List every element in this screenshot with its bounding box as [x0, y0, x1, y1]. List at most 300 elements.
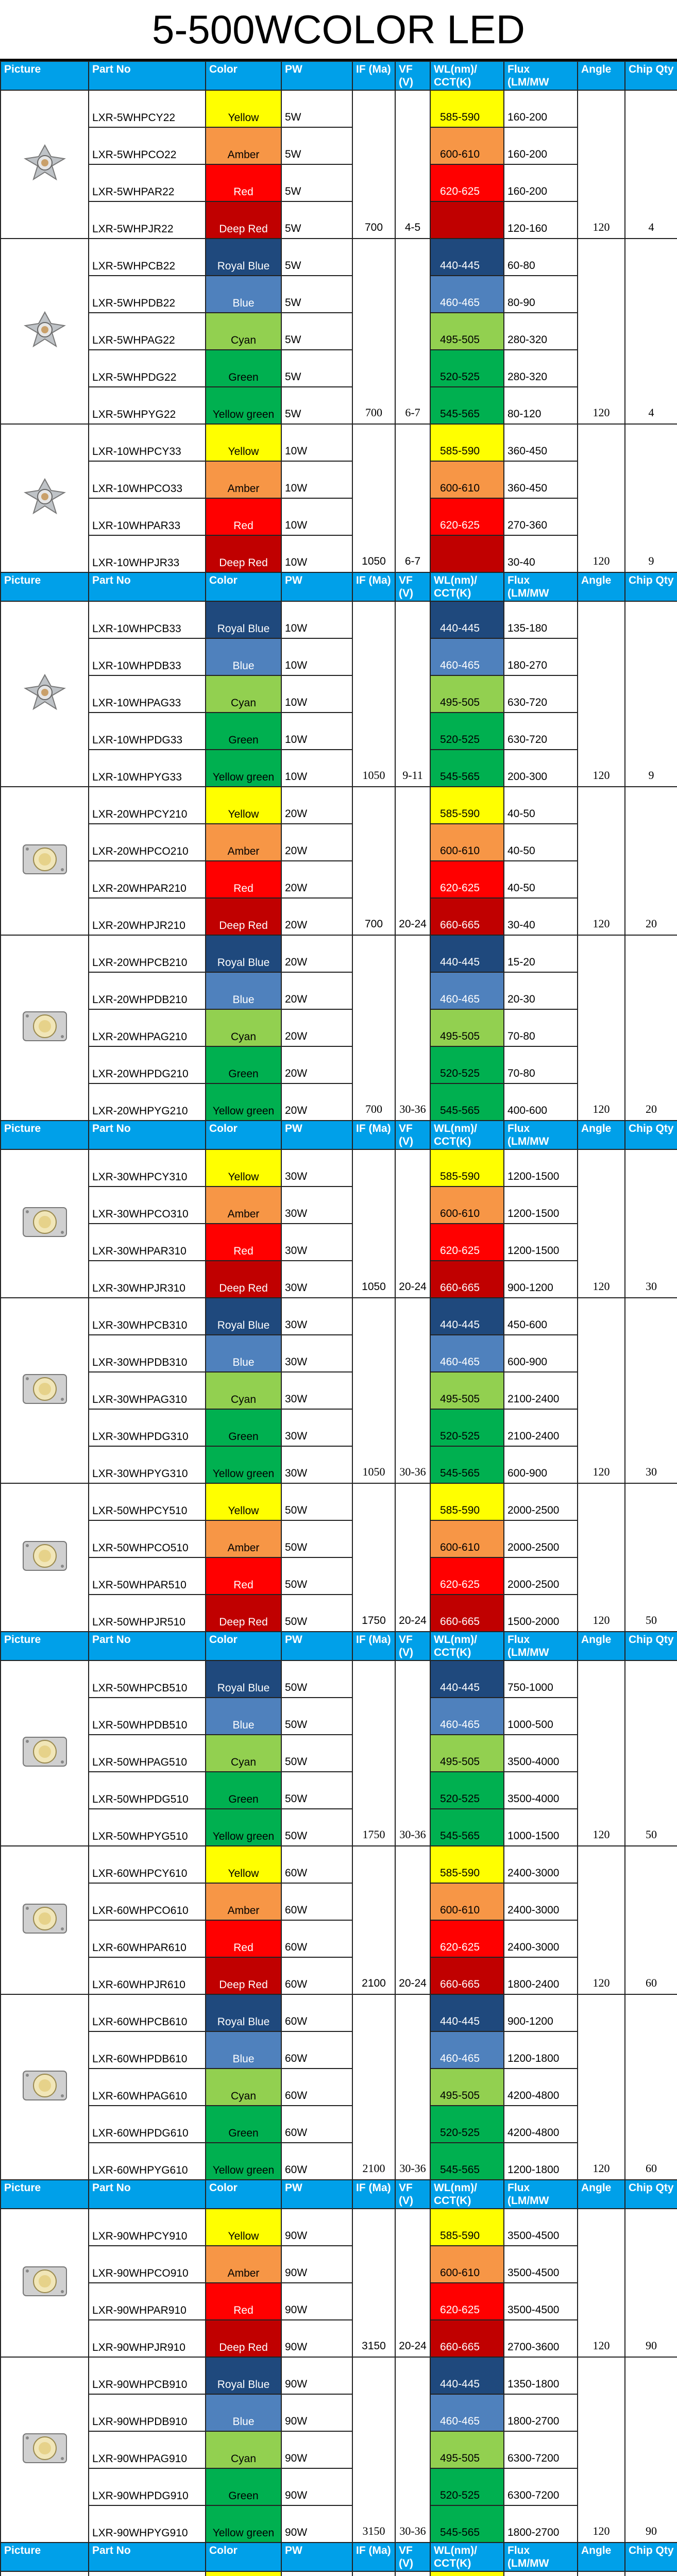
flux-cell: 3500-4500 [504, 2209, 578, 2246]
picture-cell [1, 1149, 89, 1298]
power-cell: 60W [281, 1994, 352, 2031]
header-flux: Flux (LM/MW [504, 2180, 578, 2209]
vf-v-cell [395, 2571, 430, 2576]
flux-cell: 270-360 [504, 498, 578, 535]
part-number: LXR-5WHPDG22 [89, 350, 206, 387]
part-number: LXR-30WHPJR310 [89, 1261, 206, 1298]
angle-cell: 120 [578, 935, 625, 1121]
table-row [1, 1660, 677, 1698]
color-cell [206, 2571, 281, 2576]
table-row [1, 638, 677, 675]
header-color: Color [206, 1632, 281, 1660]
wavelength-cell [430, 535, 504, 572]
color-cell: Deep Red [206, 201, 281, 239]
header-wl: WL(nm)/ CCT(K) [430, 2180, 504, 2209]
flux-cell: 2700-3600 [504, 2320, 578, 2357]
header-part-no: Part No [89, 2543, 206, 2571]
header-color: Color [206, 1121, 281, 1149]
power-cell: 90W [281, 2320, 352, 2357]
part-number: LXR-60WHPAR610 [89, 1920, 206, 1957]
color-cell: Green [206, 2468, 281, 2505]
table-row [1, 935, 677, 972]
if-ma-cell: 2100 [352, 1994, 395, 2180]
part-number: LXR-90WHPYG910 [89, 2505, 206, 2543]
part-number: LXR-30WHPCO310 [89, 1187, 206, 1224]
color-cell: Blue [206, 2031, 281, 2069]
header-flux: Flux (LM/MW [504, 1632, 578, 1660]
wavelength-cell: 620-625 [430, 2283, 504, 2320]
flux-cell: 2400-3000 [504, 1846, 578, 1883]
table-row [1, 461, 677, 498]
header-wl: WL(nm)/ CCT(K) [430, 1632, 504, 1660]
color-cell: Amber [206, 1520, 281, 1557]
power-cell: 90W [281, 2246, 352, 2283]
chip-qty-cell: 30 [625, 1298, 677, 1483]
header-chip-qty: Chip Qty [625, 2180, 677, 2209]
part-number: LXR-30WHPAG310 [89, 1372, 206, 1409]
picture-cell [1, 787, 89, 935]
table-row [1, 2106, 677, 2143]
angle-cell: 120 [578, 2357, 625, 2543]
color-cell: Red [206, 1920, 281, 1957]
color-cell: Red [206, 2283, 281, 2320]
wavelength-cell: 495-505 [430, 313, 504, 350]
color-cell: Deep Red [206, 898, 281, 935]
wavelength-cell: 660-665 [430, 1595, 504, 1632]
header-chip-qty: Chip Qty [625, 2543, 677, 2571]
wavelength-cell: 520-525 [430, 2106, 504, 2143]
color-cell: Yellow green [206, 387, 281, 424]
header-picture: Picture [1, 1632, 89, 1660]
color-cell: Yellow [206, 2209, 281, 2246]
wavelength-cell: 495-505 [430, 1735, 504, 1772]
wavelength-cell: 520-525 [430, 1046, 504, 1083]
header-part-no: Part No [89, 1121, 206, 1149]
angle-cell: 120 [578, 239, 625, 424]
color-cell: Amber [206, 127, 281, 164]
power-cell: 50W [281, 1520, 352, 1557]
color-cell: Deep Red [206, 1595, 281, 1632]
wavelength-cell: 520-525 [430, 1409, 504, 1446]
flux-cell: 1800-2400 [504, 1957, 578, 1994]
flux-cell: 280-320 [504, 313, 578, 350]
table-row [1, 1372, 677, 1409]
part-number: LXR-30WHPDB310 [89, 1335, 206, 1372]
color-cell: Deep Red [206, 1957, 281, 1994]
picture-cell [1, 239, 89, 424]
color-cell: Cyan [206, 1372, 281, 1409]
table-row [1, 1883, 677, 1920]
table-row [1, 1698, 677, 1735]
vf-v-cell: 4-5 [395, 90, 430, 239]
part-number: LXR-5WHPJR22 [89, 201, 206, 239]
flux-cell: 3500-4000 [504, 1735, 578, 1772]
table-row [1, 1009, 677, 1046]
flux-cell: 630-720 [504, 675, 578, 713]
picture-cell [1, 935, 89, 1121]
flux-cell: 15-20 [504, 935, 578, 972]
power-cell: 50W [281, 1735, 352, 1772]
table-row [1, 2209, 677, 2246]
power-cell: 90W [281, 2357, 352, 2394]
header-pw: PW [281, 2543, 352, 2571]
table-row [1, 1083, 677, 1121]
wavelength-cell: 600-610 [430, 127, 504, 164]
flux-cell: 2400-3000 [504, 1883, 578, 1920]
chip-qty-cell: 9 [625, 601, 677, 787]
header-row [1, 2180, 677, 2209]
power-cell: 60W [281, 2106, 352, 2143]
flux-cell: 630-720 [504, 713, 578, 750]
part-number: LXR-90WHPCB910 [89, 2357, 206, 2394]
header-angle: Angle [578, 572, 625, 601]
picture-cell [1, 1994, 89, 2180]
header-wl: WL(nm)/ CCT(K) [430, 572, 504, 601]
flux-cell: 360-450 [504, 424, 578, 461]
header-row [1, 61, 677, 90]
power-cell: 30W [281, 1409, 352, 1446]
part-number: LXR-50WHPAR510 [89, 1557, 206, 1595]
table-row [1, 2283, 677, 2320]
chip-qty-cell: 50 [625, 1660, 677, 1846]
if-ma-cell: 700 [352, 239, 395, 424]
power-cell: 20W [281, 787, 352, 824]
part-number: LXR-20WHPDG210 [89, 1046, 206, 1083]
table-row [1, 1187, 677, 1224]
angle-cell: 120 [578, 1660, 625, 1846]
angle-cell: 120 [578, 90, 625, 239]
table-row [1, 1046, 677, 1083]
color-cell: Deep Red [206, 2320, 281, 2357]
power-cell: 30W [281, 1261, 352, 1298]
color-cell: Blue [206, 1335, 281, 1372]
picture-cell [1, 1298, 89, 1483]
table-row [1, 350, 677, 387]
wavelength-cell: 440-445 [430, 239, 504, 276]
power-cell: 60W [281, 1846, 352, 1883]
header-wl: WL(nm)/ CCT(K) [430, 61, 504, 90]
color-cell: Blue [206, 2394, 281, 2431]
color-cell: Cyan [206, 1009, 281, 1046]
table-row [1, 898, 677, 935]
power-cell: 20W [281, 935, 352, 972]
header-pw: PW [281, 2180, 352, 2209]
header-pw: PW [281, 1121, 352, 1149]
wavelength-cell: 660-665 [430, 2320, 504, 2357]
header-if-ma: IF (Ma) [352, 1121, 395, 1149]
power-cell: 90W [281, 2283, 352, 2320]
table-row [1, 127, 677, 164]
chip-qty-cell: 20 [625, 787, 677, 935]
part-number: LXR-10WHPCB33 [89, 601, 206, 638]
flux-cell: 1200-1800 [504, 2143, 578, 2180]
chip-qty-cell: 50 [625, 1483, 677, 1632]
header-part-no: Part No [89, 572, 206, 601]
color-cell: Red [206, 861, 281, 898]
table-row [1, 1772, 677, 1809]
picture-cell [1, 601, 89, 787]
power-cell: 5W [281, 164, 352, 201]
color-cell: Royal Blue [206, 1298, 281, 1335]
flux-cell: 40-50 [504, 787, 578, 824]
wavelength-cell: 585-590 [430, 2209, 504, 2246]
header-angle: Angle [578, 2180, 625, 2209]
part-number: LXR-90WHPDG910 [89, 2468, 206, 2505]
power-cell: 5W [281, 387, 352, 424]
if-ma-cell: 1050 [352, 1149, 395, 1298]
wavelength-cell: 460-465 [430, 2394, 504, 2431]
color-cell: Green [206, 1046, 281, 1083]
header-color: Color [206, 572, 281, 601]
part-number: LXR-60WHPCY610 [89, 1846, 206, 1883]
power-cell: 90W [281, 2431, 352, 2468]
power-cell: 30W [281, 1149, 352, 1187]
wavelength-cell: 460-465 [430, 1698, 504, 1735]
header-picture: Picture [1, 572, 89, 601]
chip-qty-cell: 4 [625, 239, 677, 424]
table-row [1, 2320, 677, 2357]
chip-qty-cell: 90 [625, 2357, 677, 2543]
chip-qty-cell: 30 [625, 1149, 677, 1298]
flux-cell: 160-200 [504, 127, 578, 164]
part-number: LXR-30WHPCY310 [89, 1149, 206, 1187]
flux-cell: 2100-2400 [504, 1372, 578, 1409]
color-cell: Royal Blue [206, 601, 281, 638]
led-star-icon [14, 139, 76, 187]
table-row [1, 90, 677, 127]
part-number: LXR-60WHPDB610 [89, 2031, 206, 2069]
if-ma-cell: 1750 [352, 1660, 395, 1846]
color-cell: Green [206, 1772, 281, 1809]
wavelength-cell: 495-505 [430, 2431, 504, 2468]
power-cell: 30W [281, 1446, 352, 1483]
color-cell: Cyan [206, 1735, 281, 1772]
header-row [1, 1632, 677, 1660]
angle-cell: 120 [578, 1298, 625, 1483]
wavelength-cell: 460-465 [430, 276, 504, 313]
table-row [1, 239, 677, 276]
color-cell: Red [206, 164, 281, 201]
color-cell: Yellow [206, 787, 281, 824]
flux-cell: 600-900 [504, 1446, 578, 1483]
angle-cell: 120 [578, 1994, 625, 2180]
power-cell: 5W [281, 90, 352, 127]
header-picture: Picture [1, 2180, 89, 2209]
color-cell: Amber [206, 2246, 281, 2283]
if-ma-cell: 3150 [352, 2209, 395, 2357]
header-part-no: Part No [89, 1632, 206, 1660]
flux-cell: 1800-2700 [504, 2394, 578, 2431]
table-row [1, 498, 677, 535]
part-number: LXR-50WHPDG510 [89, 1772, 206, 1809]
angle-cell: 120 [578, 1149, 625, 1298]
header-row [1, 572, 677, 601]
vf-v-cell: 30-36 [395, 1660, 430, 1846]
led-star-icon [14, 669, 76, 716]
table-row [1, 601, 677, 638]
part-number: LXR-5WHPYG22 [89, 387, 206, 424]
color-cell: Green [206, 2106, 281, 2143]
color-cell: Royal Blue [206, 935, 281, 972]
angle-cell: 120 [578, 601, 625, 787]
flux-cell: 30-40 [504, 535, 578, 572]
table-row [1, 164, 677, 201]
wavelength-cell: 585-590 [430, 1149, 504, 1187]
led-cob-icon [14, 1365, 76, 1413]
table-row [1, 1483, 677, 1520]
color-cell: Yellow green [206, 1446, 281, 1483]
part-number: LXR-10WHPDB33 [89, 638, 206, 675]
color-cell: Blue [206, 276, 281, 313]
part-number: LXR-5WHPAG22 [89, 313, 206, 350]
part-number: LXR-90WHPAG910 [89, 2431, 206, 2468]
flux-cell: 3500-4000 [504, 1772, 578, 1809]
chip-qty-cell: 60 [625, 1994, 677, 2180]
led-spec-table [0, 61, 677, 2576]
header-picture: Picture [1, 2543, 89, 2571]
angle-cell: 120 [578, 424, 625, 572]
part-number: LXR-5WHPAR22 [89, 164, 206, 201]
flux-cell: 80-120 [504, 387, 578, 424]
table-row [1, 1409, 677, 1446]
part-number: LXR-20WHPCY210 [89, 787, 206, 824]
flux-cell: 3500-4500 [504, 2246, 578, 2283]
color-cell: Amber [206, 1883, 281, 1920]
color-cell: Red [206, 1557, 281, 1595]
color-cell: Blue [206, 638, 281, 675]
part-number: LXR-90WHPJR910 [89, 2320, 206, 2357]
picture-cell [1, 90, 89, 239]
wavelength-cell: 585-590 [430, 787, 504, 824]
wavelength-cell: 620-625 [430, 498, 504, 535]
color-cell: Yellow [206, 424, 281, 461]
part-number: LXR-10WHPDG33 [89, 713, 206, 750]
vf-v-cell: 6-7 [395, 424, 430, 572]
if-ma-cell: 2100 [352, 1846, 395, 1994]
vf-v-cell: 30-36 [395, 935, 430, 1121]
vf-v-cell: 6-7 [395, 239, 430, 424]
angle-cell: 120 [578, 2209, 625, 2357]
power-cell: 10W [281, 498, 352, 535]
part-number: LXR-50WHPAG510 [89, 1735, 206, 1772]
header-row [1, 2543, 677, 2571]
part-number: LXR-60WHPYG610 [89, 2143, 206, 2180]
part-number: LXR-30WHPDG310 [89, 1409, 206, 1446]
header-angle: Angle [578, 1121, 625, 1149]
part-number: LXR-50WHPDB510 [89, 1698, 206, 1735]
table-row [1, 787, 677, 824]
part-number: LXR-60WHPJR610 [89, 1957, 206, 1994]
table-row [1, 750, 677, 787]
header-color: Color [206, 2180, 281, 2209]
table-row [1, 201, 677, 239]
flux-cell: 360-450 [504, 461, 578, 498]
part-number: LXR-10WHPYG33 [89, 750, 206, 787]
header-angle: Angle [578, 1632, 625, 1660]
page-title: 5-500WCOLOR LED [0, 0, 677, 61]
wavelength-cell: 600-610 [430, 461, 504, 498]
header-flux: Flux (LM/MW [504, 2543, 578, 2571]
wavelength-cell: 585-590 [430, 1483, 504, 1520]
led-star-icon [14, 473, 76, 520]
flux-cell: 900-1200 [504, 1261, 578, 1298]
color-cell: Green [206, 1409, 281, 1446]
color-cell: Green [206, 713, 281, 750]
color-cell: Deep Red [206, 535, 281, 572]
flux-cell: 40-50 [504, 861, 578, 898]
part-number: LXR-5WHPCO22 [89, 127, 206, 164]
power-cell: 50W [281, 1772, 352, 1809]
power-cell: 60W [281, 1920, 352, 1957]
flux-cell: 160-200 [504, 90, 578, 127]
vf-v-cell: 30-36 [395, 2357, 430, 2543]
header-wl: WL(nm)/ CCT(K) [430, 1121, 504, 1149]
power-cell: 5W [281, 276, 352, 313]
power-cell: 10W [281, 601, 352, 638]
header-wl: WL(nm)/ CCT(K) [430, 2543, 504, 2571]
flux-cell: 4200-4800 [504, 2069, 578, 2106]
part-number: LXR-60WHPCO610 [89, 1883, 206, 1920]
power-cell: 20W [281, 1083, 352, 1121]
wavelength-cell [430, 2571, 504, 2576]
table-row [1, 1557, 677, 1595]
flux-cell [504, 2571, 578, 2576]
wavelength-cell: 520-525 [430, 1772, 504, 1809]
table-row [1, 2571, 677, 2576]
wavelength-cell: 600-610 [430, 1520, 504, 1557]
flux-cell: 2100-2400 [504, 1409, 578, 1446]
header-pw: PW [281, 572, 352, 601]
power-cell: 10W [281, 750, 352, 787]
led-cob-icon [14, 1728, 76, 1775]
part-number: LXR-10WHPAG33 [89, 675, 206, 713]
table-row [1, 2394, 677, 2431]
wavelength-cell: 600-610 [430, 824, 504, 861]
table-row [1, 713, 677, 750]
color-cell: Yellow green [206, 1083, 281, 1121]
color-cell: Yellow [206, 1483, 281, 1520]
angle-cell: 120 [578, 1846, 625, 1994]
if-ma-cell [352, 2571, 395, 2576]
power-cell: 50W [281, 1698, 352, 1735]
power-cell: 20W [281, 898, 352, 935]
wavelength-cell: 460-465 [430, 1335, 504, 1372]
header-vf-v: VF (V) [395, 61, 430, 90]
flux-cell: 2000-2500 [504, 1483, 578, 1520]
part-number: LXR-10WHPCY33 [89, 424, 206, 461]
header-color: Color [206, 61, 281, 90]
power-cell: 20W [281, 824, 352, 861]
part-number: LXR-5WHPDB22 [89, 276, 206, 313]
picture-cell [1, 1660, 89, 1846]
flux-cell: 2400-3000 [504, 1920, 578, 1957]
flux-cell: 1200-1500 [504, 1149, 578, 1187]
wavelength-cell: 585-590 [430, 1846, 504, 1883]
part-number: LXR-20WHPAR210 [89, 861, 206, 898]
power-cell: 30W [281, 1372, 352, 1409]
wavelength-cell: 545-565 [430, 1446, 504, 1483]
header-part-no: Part No [89, 2180, 206, 2209]
color-cell: Yellow green [206, 1809, 281, 1846]
table-row [1, 2143, 677, 2180]
flux-cell: 6300-7200 [504, 2468, 578, 2505]
flux-cell: 750-1000 [504, 1660, 578, 1698]
flux-cell: 4200-4800 [504, 2106, 578, 2143]
power-cell: 10W [281, 461, 352, 498]
wavelength-cell: 440-445 [430, 1660, 504, 1698]
table-row [1, 1920, 677, 1957]
part-number: LXR-50WHPCO510 [89, 1520, 206, 1557]
